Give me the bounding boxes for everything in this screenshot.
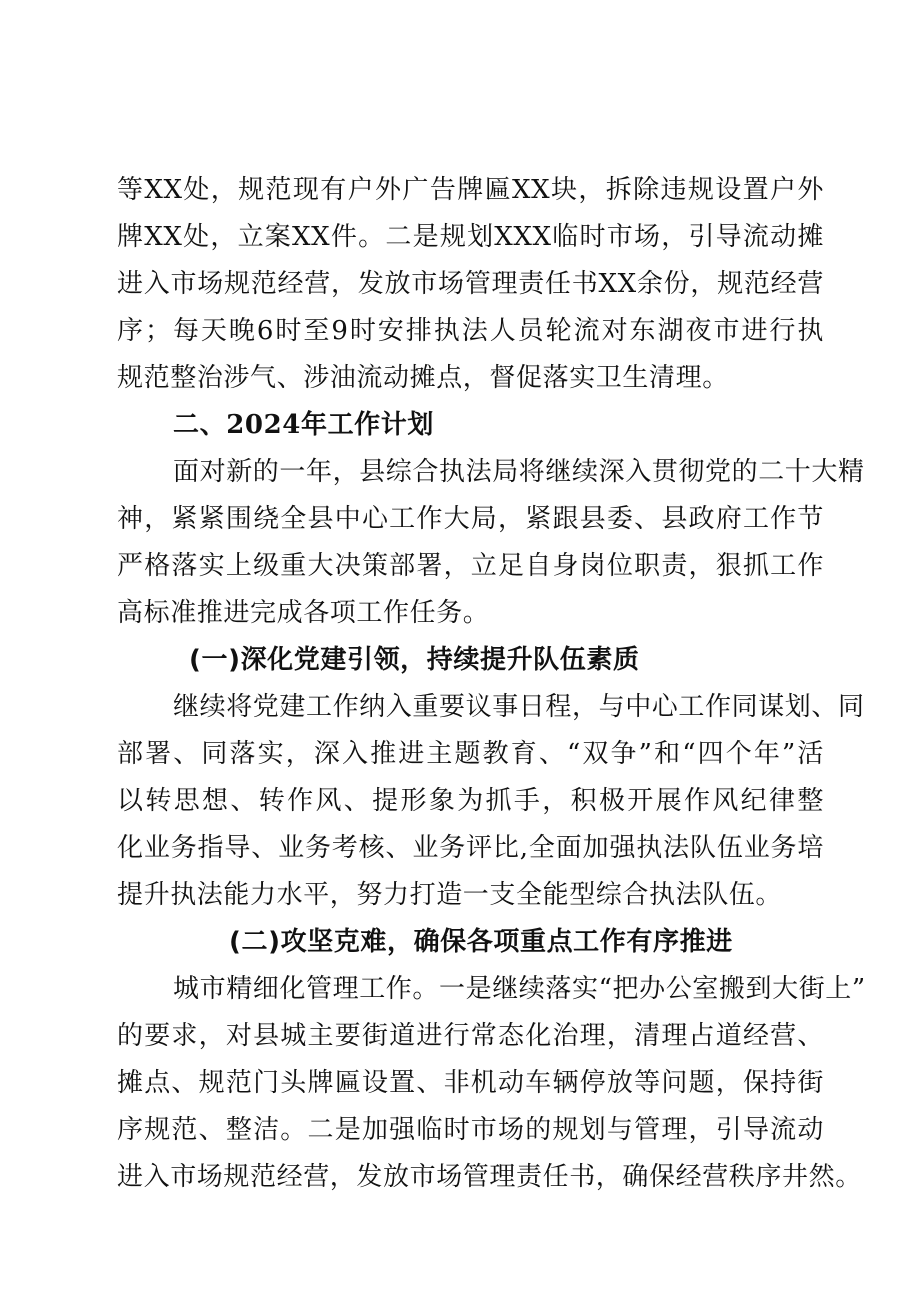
paragraph-line: 部署、同落实，深入推进主题教育、“双争”和“四个年”活 (117, 739, 824, 769)
paragraph-line: 严格落实上级重大决策部署，立足自身岗位职责，狠抓工作 (117, 551, 824, 581)
paragraph-line: 序；每天晚6时至9时安排执法人员轮流对东湖夜市进行执 (117, 316, 824, 346)
paragraph-line: 神，紧紧围绕全县中心工作大局，紧跟县委、县政府工作节 (117, 504, 824, 534)
paragraph-line: 牌XX处，立案XX件。二是规划XXX临时市场，引导流动摊 (117, 222, 824, 252)
section-heading: 二、2024年工作计划 (173, 410, 434, 440)
paragraph-line: 面对新的一年，县综合执法局将继续深入贯彻党的二十大精 (173, 457, 865, 487)
paragraph-line: 高标准推进完成各项工作任务。 (117, 598, 490, 628)
paragraph-line: 进入市场规范经营，发放市场管理责任书XX余份，规范经营 (117, 269, 824, 299)
subsection-heading: (二)攻坚克难，确保各项重点工作有序推进 (229, 927, 733, 957)
paragraph-line: 提升执法能力水平，努力打造一支全能型综合执法队伍。 (117, 880, 783, 910)
paragraph-line: 的要求，对县城主要街道进行常态化治理，清理占道经营、 (117, 1021, 824, 1051)
paragraph-line: 进入市场规范经营，发放市场管理责任书，确保经营秩序井然。 (117, 1162, 862, 1192)
paragraph-line: 化业务指导、业务考核、业务评比,全面加强执法队伍业务培 (117, 833, 824, 863)
paragraph-line: 序规范、整洁。二是加强临时市场的规划与管理，引导流动 (117, 1115, 824, 1145)
paragraph-line: 规范整治涉气、涉油流动摊点，督促落实卫生清理。 (117, 363, 729, 393)
paragraph-line: 城市精细化管理工作。一是继续落实“把办公室搬到大街上” (173, 974, 866, 1004)
paragraph-line: 摊点、规范门头牌匾设置、非机动车辆停放等问题，保持街 (117, 1068, 824, 1098)
paragraph-line: 以转思想、转作风、提形象为抓手，积极开展作风纪律整 (117, 786, 824, 816)
document-body (117, 170, 866, 1204)
subsection-heading: (一)深化党建引领，持续提升队伍素质 (189, 645, 640, 675)
paragraph-line: 等XX处，规范现有户外广告牌匾XX块，拆除违规设置户外 (117, 175, 824, 205)
paragraph-line: 继续将党建工作纳入重要议事日程，与中心工作同谋划、同 (173, 692, 865, 722)
